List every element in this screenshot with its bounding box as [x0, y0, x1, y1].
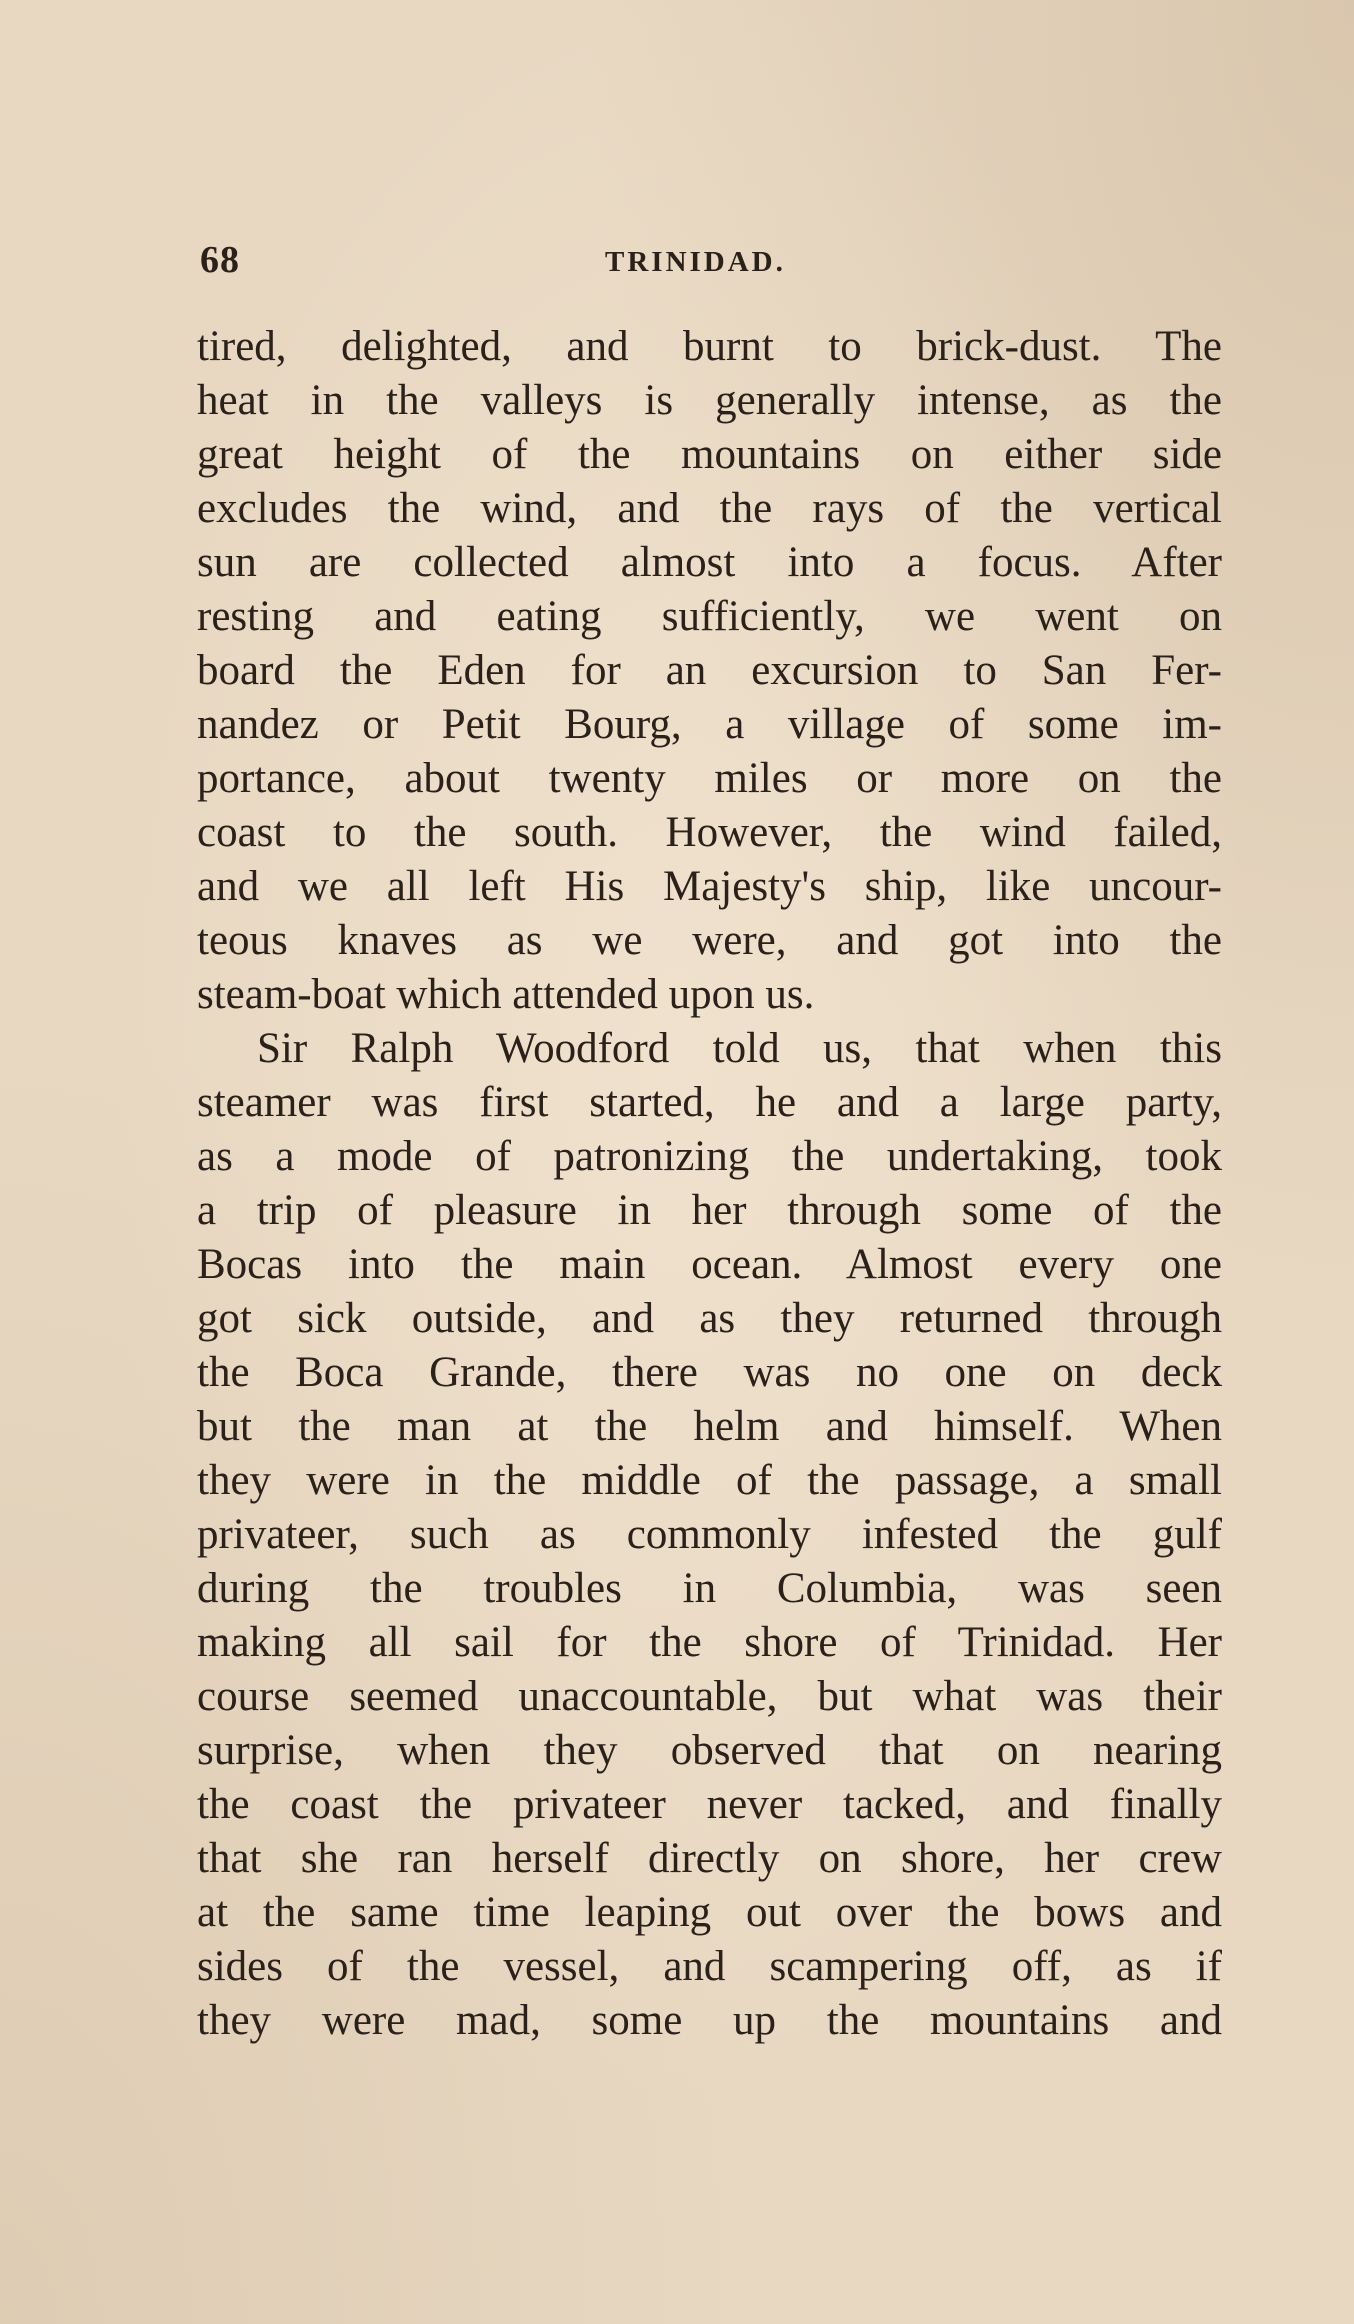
text-line: great height of the mountains on either side	[197, 431, 1222, 478]
text-line: got sick outside, and as they returned through	[197, 1295, 1222, 1342]
paragraph-2	[197, 1022, 1222, 2048]
text-line: portance, about twenty miles or more on the	[197, 755, 1222, 802]
text-line: they were in the middle of the passage, a small	[197, 1457, 1222, 1504]
text-line: steamer was first started, he and a large party,	[197, 1079, 1222, 1126]
text-line: surprise, when they observed that on nearing	[197, 1727, 1222, 1774]
text-line: as a mode of patronizing the undertaking, took	[197, 1133, 1222, 1180]
text-line: and we all left His Majesty's ship, like uncour-	[197, 863, 1222, 910]
text-line: teous knaves as we were, and got into the	[197, 917, 1222, 964]
text-line: a trip of pleasure in her through some of the	[197, 1187, 1222, 1234]
text-line: excludes the wind, and the rays of the vertical	[197, 485, 1222, 532]
text-line: tired, delighted, and burnt to brick-dust. The	[197, 323, 1222, 370]
text-line: resting and eating sufficiently, we went on	[197, 593, 1222, 640]
text-line: Bocas into the main ocean. Almost every one	[197, 1241, 1222, 1288]
text-line: at the same time leaping out over the bows and	[197, 1889, 1222, 1936]
text-line: sun are collected almost into a focus. After	[197, 539, 1222, 586]
page-header	[200, 238, 1218, 298]
text-line: but the man at the helm and himself. When	[197, 1403, 1222, 1450]
text-line: making all sail for the shore of Trinidad. Her	[197, 1619, 1222, 1666]
paragraph-1	[197, 320, 1222, 1022]
text-line: privateer, such as commonly infested the gulf	[197, 1511, 1222, 1558]
text-line: the Boca Grande, there was no one on deck	[197, 1349, 1222, 1396]
page-number: 68	[200, 239, 240, 281]
text-line: heat in the valleys is generally intense, as the	[197, 377, 1222, 424]
text-line: during the troubles in Columbia, was seen	[197, 1565, 1222, 1612]
text-line: board the Eden for an excursion to San Fer-	[197, 647, 1222, 694]
text-line: coast to the south. However, the wind failed,	[197, 809, 1222, 856]
text-line: they were mad, some up the mountains and	[197, 1997, 1222, 2044]
body-text	[197, 320, 1222, 2048]
text-line: steam-boat which attended upon us.	[197, 971, 815, 1018]
text-line: course seemed unaccountable, but what was their	[197, 1673, 1222, 1720]
text-line: the coast the privateer never tacked, and finally	[197, 1781, 1222, 1828]
text-line: Sir Ralph Woodford told us, that when this	[257, 1025, 1222, 1072]
text-line: nandez or Petit Bourg, a village of some im-	[197, 701, 1222, 748]
text-line: that she ran herself directly on shore, her crew	[197, 1835, 1222, 1882]
text-line: sides of the vessel, and scampering off, as if	[197, 1943, 1222, 1990]
running-head: TRINIDAD.	[605, 246, 786, 278]
